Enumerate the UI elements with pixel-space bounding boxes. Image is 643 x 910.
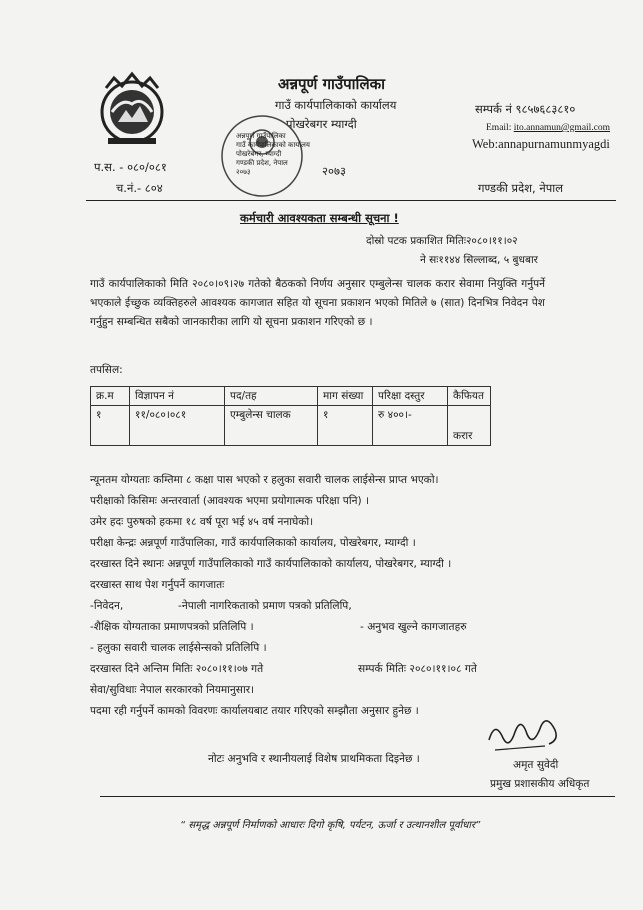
document-item: -नेपाली नागरिकताको प्रमाण पत्रको प्रतिलिपि, (178, 600, 352, 612)
detail-line: न्यूनतम योग्यताः कम्तिमा ८ कक्षा पास भएको र हलुका सवारी चालक लाईसेन्स प्राप्त भएको। (90, 474, 439, 486)
table-header: कैफियत (448, 387, 491, 406)
detail-line: उमेर हदः पुरुषको हकमा १८ वर्ष पूरा भई ४५ वर्ष ननाघेको। (90, 516, 314, 528)
contact-date: सम्पर्क मितिः २०८०।११।०८ गते (358, 663, 477, 675)
detail-line: परीक्षाको किसिमः अन्तरवार्ता (आवश्यक भएमा प्रयोगात्मक परिक्षा पनि) । (90, 495, 369, 507)
notice-body: गाउँ कार्यपालिकाको मिति २०८०।०९।२७ गतेको बैठकको निर्णय अनुसार एम्बुलेन्स चालक करार सेवामा नियुक्ति गर्नुपर्ने भएकाले ईच्छुक व्यक्तिहरुले आवश्यक कागजात सहित यो सूचना प्रकाशन भएको मितिले ७ (सात) दिनभित्र निवेदन पेश गर्नुहुन सम्बन्धित सबैको जानकारीका लागि यो सूचना प्रकाशन गरिएको छ । (90, 278, 545, 328)
document-item: -शैक्षिक योग्यताका प्रमाणपत्रको प्रतिलिपि । (90, 621, 254, 633)
table-cell: एम्बुलेन्स चालक (225, 406, 318, 446)
document-item: - हलुका सवारी चालक लाईसेन्सको प्रतिलिपि । (90, 642, 267, 654)
table-header: क्र.म (91, 387, 130, 406)
seal-line: गाउँ कार्यपालिकाको कार्यालय (236, 141, 310, 149)
table-row (91, 406, 491, 446)
contact-number: सम्पर्क नं ९८५७६८३८१० (475, 102, 576, 116)
email-row (486, 123, 610, 133)
municipality-name: अन्नपूर्ण गाउँपालिका (278, 75, 386, 93)
detail-line: परीक्षा केन्द्रः अन्नपूर्ण गाउँपालिका, गाउँ कार्यपालिकाको कार्यालय, पोखरेबगर, म्याग्दी । (90, 537, 416, 549)
signature-graphic (485, 710, 565, 760)
seal-line: पोखरेबगर, म्याग्दी (236, 150, 282, 158)
facilities-line: सेवा/सुविधाः नेपाल सरकारको नियमानुसार। (90, 684, 255, 696)
ps-number: प.स. - ०८०/०८१ (94, 160, 167, 174)
document-item: - अनुभव खुल्ने कागजातहरु (360, 621, 467, 633)
office-name: गाउँ कार्यपालिकाको कार्यालय (275, 98, 397, 112)
email-label: Email: (486, 123, 512, 133)
seal-line: २०७३ (236, 168, 251, 176)
table-header: विज्ञापन नं (130, 387, 225, 406)
header-divider (86, 200, 616, 201)
table-header: परिक्षा दस्तुर (373, 387, 448, 406)
footer-divider (100, 796, 615, 797)
seal-line: अन्नपूर्ण गाउँपालिका (236, 132, 286, 140)
seal-line: गण्डकी प्रदेश, नेपाल (236, 159, 288, 167)
province-label: गण्डकी प्रदेश, नेपाल (478, 181, 564, 195)
nepal-sambat-date: ने सः११४४ सिल्लाब्द, ५ बुधबार (420, 254, 538, 266)
signatory-title: प्रमुख प्रशासकीय अधिकृत (490, 778, 590, 790)
table-cell: १ (318, 406, 373, 446)
year-label: २०७३ (322, 164, 346, 178)
table-header-row (91, 387, 491, 406)
vacancy-table (90, 386, 491, 446)
table-cell: रु ४००।- (373, 406, 448, 446)
detail-line: दरखास्त साथ पेश गर्नुपर्ने कागजातः (90, 579, 225, 591)
table-cell: ११/०८०।०८१ (130, 406, 225, 446)
government-emblem-icon (92, 68, 172, 148)
note-line: नोटः अनुभवि र स्थानीयलाई विशेष प्राथमिकता दिइनेछ । (208, 753, 420, 765)
detail-line: दरखास्त दिने स्थानः अन्नपूर्ण गाउँपालिकाको गाउँ कार्यपालिकाको कार्यालय, पोखरेबगर, म्याग्दी । (90, 558, 452, 570)
deadline-date: दरखास्त दिने अन्तिम मितिः २०८०।११।०७ गते (90, 663, 264, 675)
seal-text (236, 132, 310, 177)
table-header: माग संख्या (318, 387, 373, 406)
footer-slogan: “ समृद्ध अन्नपूर्ण निर्माणको आधारः दिगो कृषि, पर्यटन, ऊर्जा र उत्थानशील पूर्वाधार” (180, 820, 481, 831)
second-publication-date: दोस्रो पटक प्रकाशित मितिः२०८०।११।०२ (366, 235, 518, 247)
notice-title: कर्मचारी आवश्यकता सम्बन्धी सूचना ! (240, 211, 399, 225)
table-header: पद/तह (225, 387, 318, 406)
email-link[interactable]: ito.annamun@gmail.com (513, 123, 611, 133)
table-cell: १ (91, 406, 130, 446)
document-item: -निवेदन, (90, 600, 124, 612)
dispatch-number: च.नं.- ८०४ (116, 181, 163, 195)
website[interactable]: Web:annapurnamunmyagdi (472, 137, 610, 151)
office-address: पोखरेबगर म्याग्दी (286, 117, 357, 131)
duties-line: पदमा रही गर्नुपर्ने कामको विवरणः कार्यालयबाट तयार गरिएको सम्झौता अनुसार हुनेछ । (90, 705, 419, 717)
signatory-name: अमृत सुवेदी (513, 759, 559, 771)
table-cell: करार (448, 406, 491, 446)
details-label: तपसिल: (90, 364, 123, 376)
